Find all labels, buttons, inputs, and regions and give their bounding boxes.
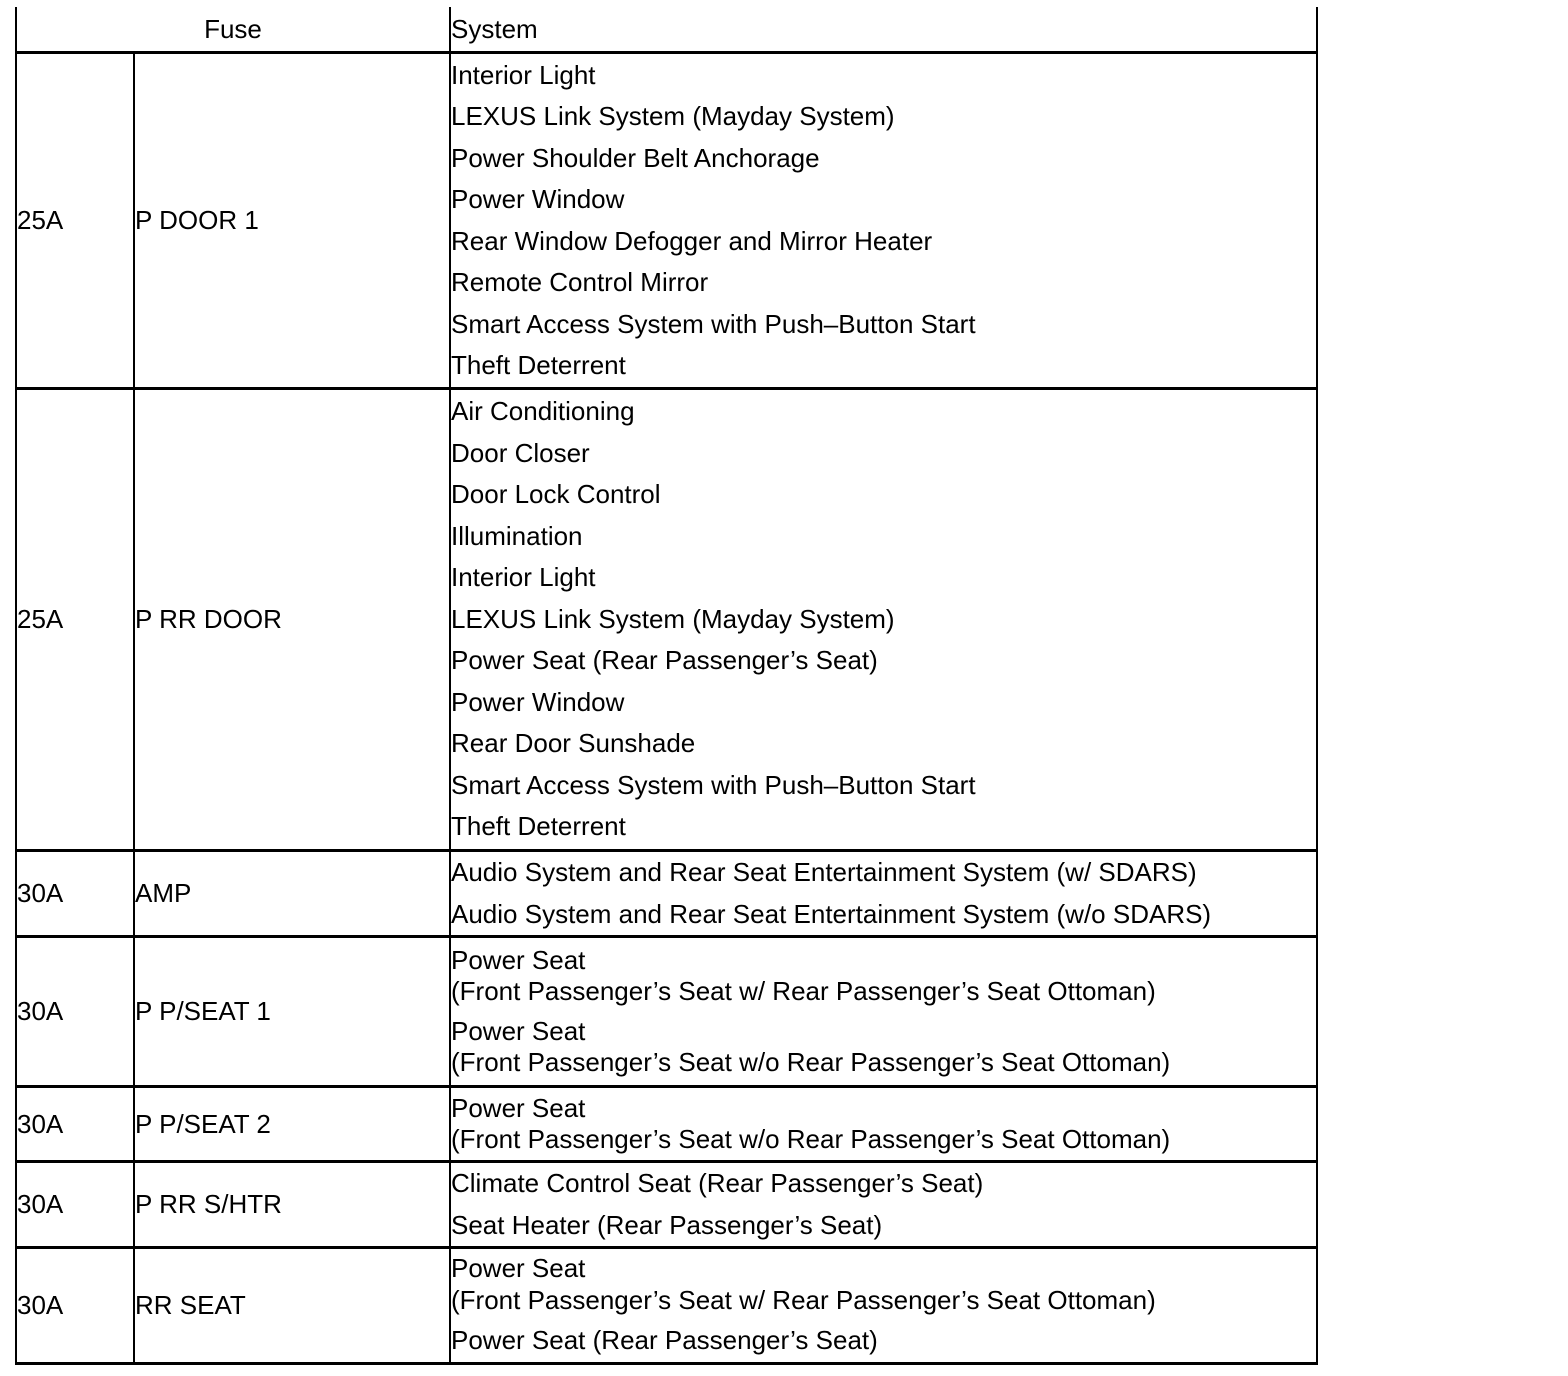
fuse-amperage: 30A (16, 1162, 134, 1248)
system-list (450, 389, 1317, 851)
system-item-line: Power Seat (451, 944, 586, 975)
fuse-name: P P/SEAT 2 (134, 1087, 450, 1162)
system-item: Rear Door Sunshade (451, 728, 696, 759)
fuse-amperage: 30A (16, 1087, 134, 1162)
fuse-amperage: 30A (16, 851, 134, 937)
fuse-name: P RR DOOR (134, 389, 450, 851)
fuse-name: P DOOR 1 (134, 53, 450, 389)
system-item: Interior Light (451, 562, 596, 593)
system-list (450, 1087, 1317, 1162)
fuse-amperage: 25A (16, 53, 134, 389)
system-list (450, 53, 1317, 389)
system-item (451, 941, 1316, 1012)
system-item: Smart Access System with Push–Button Start (451, 308, 976, 339)
system-item: LEXUS Link System (Mayday System) (451, 603, 895, 634)
fuse-name: P RR S/HTR (134, 1162, 450, 1248)
system-item: Theft Deterrent (451, 811, 626, 842)
fuse-row (16, 851, 1317, 937)
fuse-name: P P/SEAT 1 (134, 937, 450, 1087)
fuse-row (16, 1162, 1317, 1248)
fuse-row (16, 53, 1317, 389)
fuse-row (16, 937, 1317, 1087)
system-item: Power Seat (Rear Passenger’s Seat) (451, 645, 878, 676)
system-list (450, 937, 1317, 1087)
system-item: Rear Window Defogger and Mirror Heater (451, 225, 933, 256)
system-item-line: (Front Passenger’s Seat w/ Rear Passenger’s Seat Ottoman) (451, 976, 1156, 1006)
fuse-name: AMP (134, 851, 450, 937)
fuse-row (16, 1248, 1317, 1364)
system-item: Power Shoulder Belt Anchorage (451, 142, 820, 173)
system-item: Remote Control Mirror (451, 267, 709, 297)
system-item: Smart Access System with Push–Button Start (451, 769, 976, 800)
fuse-amperage: 25A (16, 389, 134, 851)
system-item: Door Closer (451, 437, 590, 468)
fuse-amperage: 30A (16, 937, 134, 1087)
system-column-header: System (450, 7, 1317, 53)
system-item-line: (Front Passenger’s Seat w/o Rear Passenger’s Seat Ottoman) (451, 1047, 1171, 1077)
fuse-column-header: Fuse (16, 7, 450, 53)
system-item: Air Conditioning (451, 396, 635, 427)
system-item: Power Window (451, 686, 625, 717)
header-row (16, 7, 1317, 53)
system-item: Door Lock Control (451, 479, 661, 510)
fuse-table (15, 7, 1318, 1365)
system-item-line: (Front Passenger’s Seat w/o Rear Passenger’s Seat Ottoman) (451, 1124, 1171, 1154)
system-item: Audio System and Rear Seat Entertainment System (w/ SDARS) (451, 857, 1197, 887)
system-item: Interior Light (451, 59, 596, 90)
system-item-line: Power Seat (451, 1092, 586, 1123)
system-item: Illumination (451, 520, 583, 551)
system-item: Audio System and Rear Seat Entertainment System (w/o SDARS) (451, 898, 1212, 929)
system-item: Seat Heater (Rear Passenger’s Seat) (451, 1209, 883, 1240)
system-item: Power Window (451, 184, 625, 214)
system-item: Climate Control Seat (Rear Passenger’s Seat) (451, 1168, 984, 1198)
fuse-row (16, 1087, 1317, 1162)
table-body (16, 53, 1317, 1364)
system-item (451, 1249, 1316, 1320)
system-item (451, 1012, 1316, 1083)
system-list (450, 851, 1317, 937)
fuse-name: RR SEAT (134, 1248, 450, 1364)
fuse-row (16, 389, 1317, 851)
system-list (450, 1162, 1317, 1248)
system-item-line: (Front Passenger’s Seat w/ Rear Passenger’s Seat Ottoman) (451, 1284, 1156, 1315)
system-item: LEXUS Link System (Mayday System) (451, 101, 895, 131)
system-list (450, 1248, 1317, 1364)
system-item: Power Seat (Rear Passenger’s Seat) (451, 1325, 878, 1355)
fuse-amperage: 30A (16, 1248, 134, 1364)
system-item-line: Power Seat (451, 1253, 586, 1283)
system-item-line: Power Seat (451, 1015, 586, 1046)
system-item (451, 1089, 1316, 1160)
system-item: Theft Deterrent (451, 350, 626, 380)
